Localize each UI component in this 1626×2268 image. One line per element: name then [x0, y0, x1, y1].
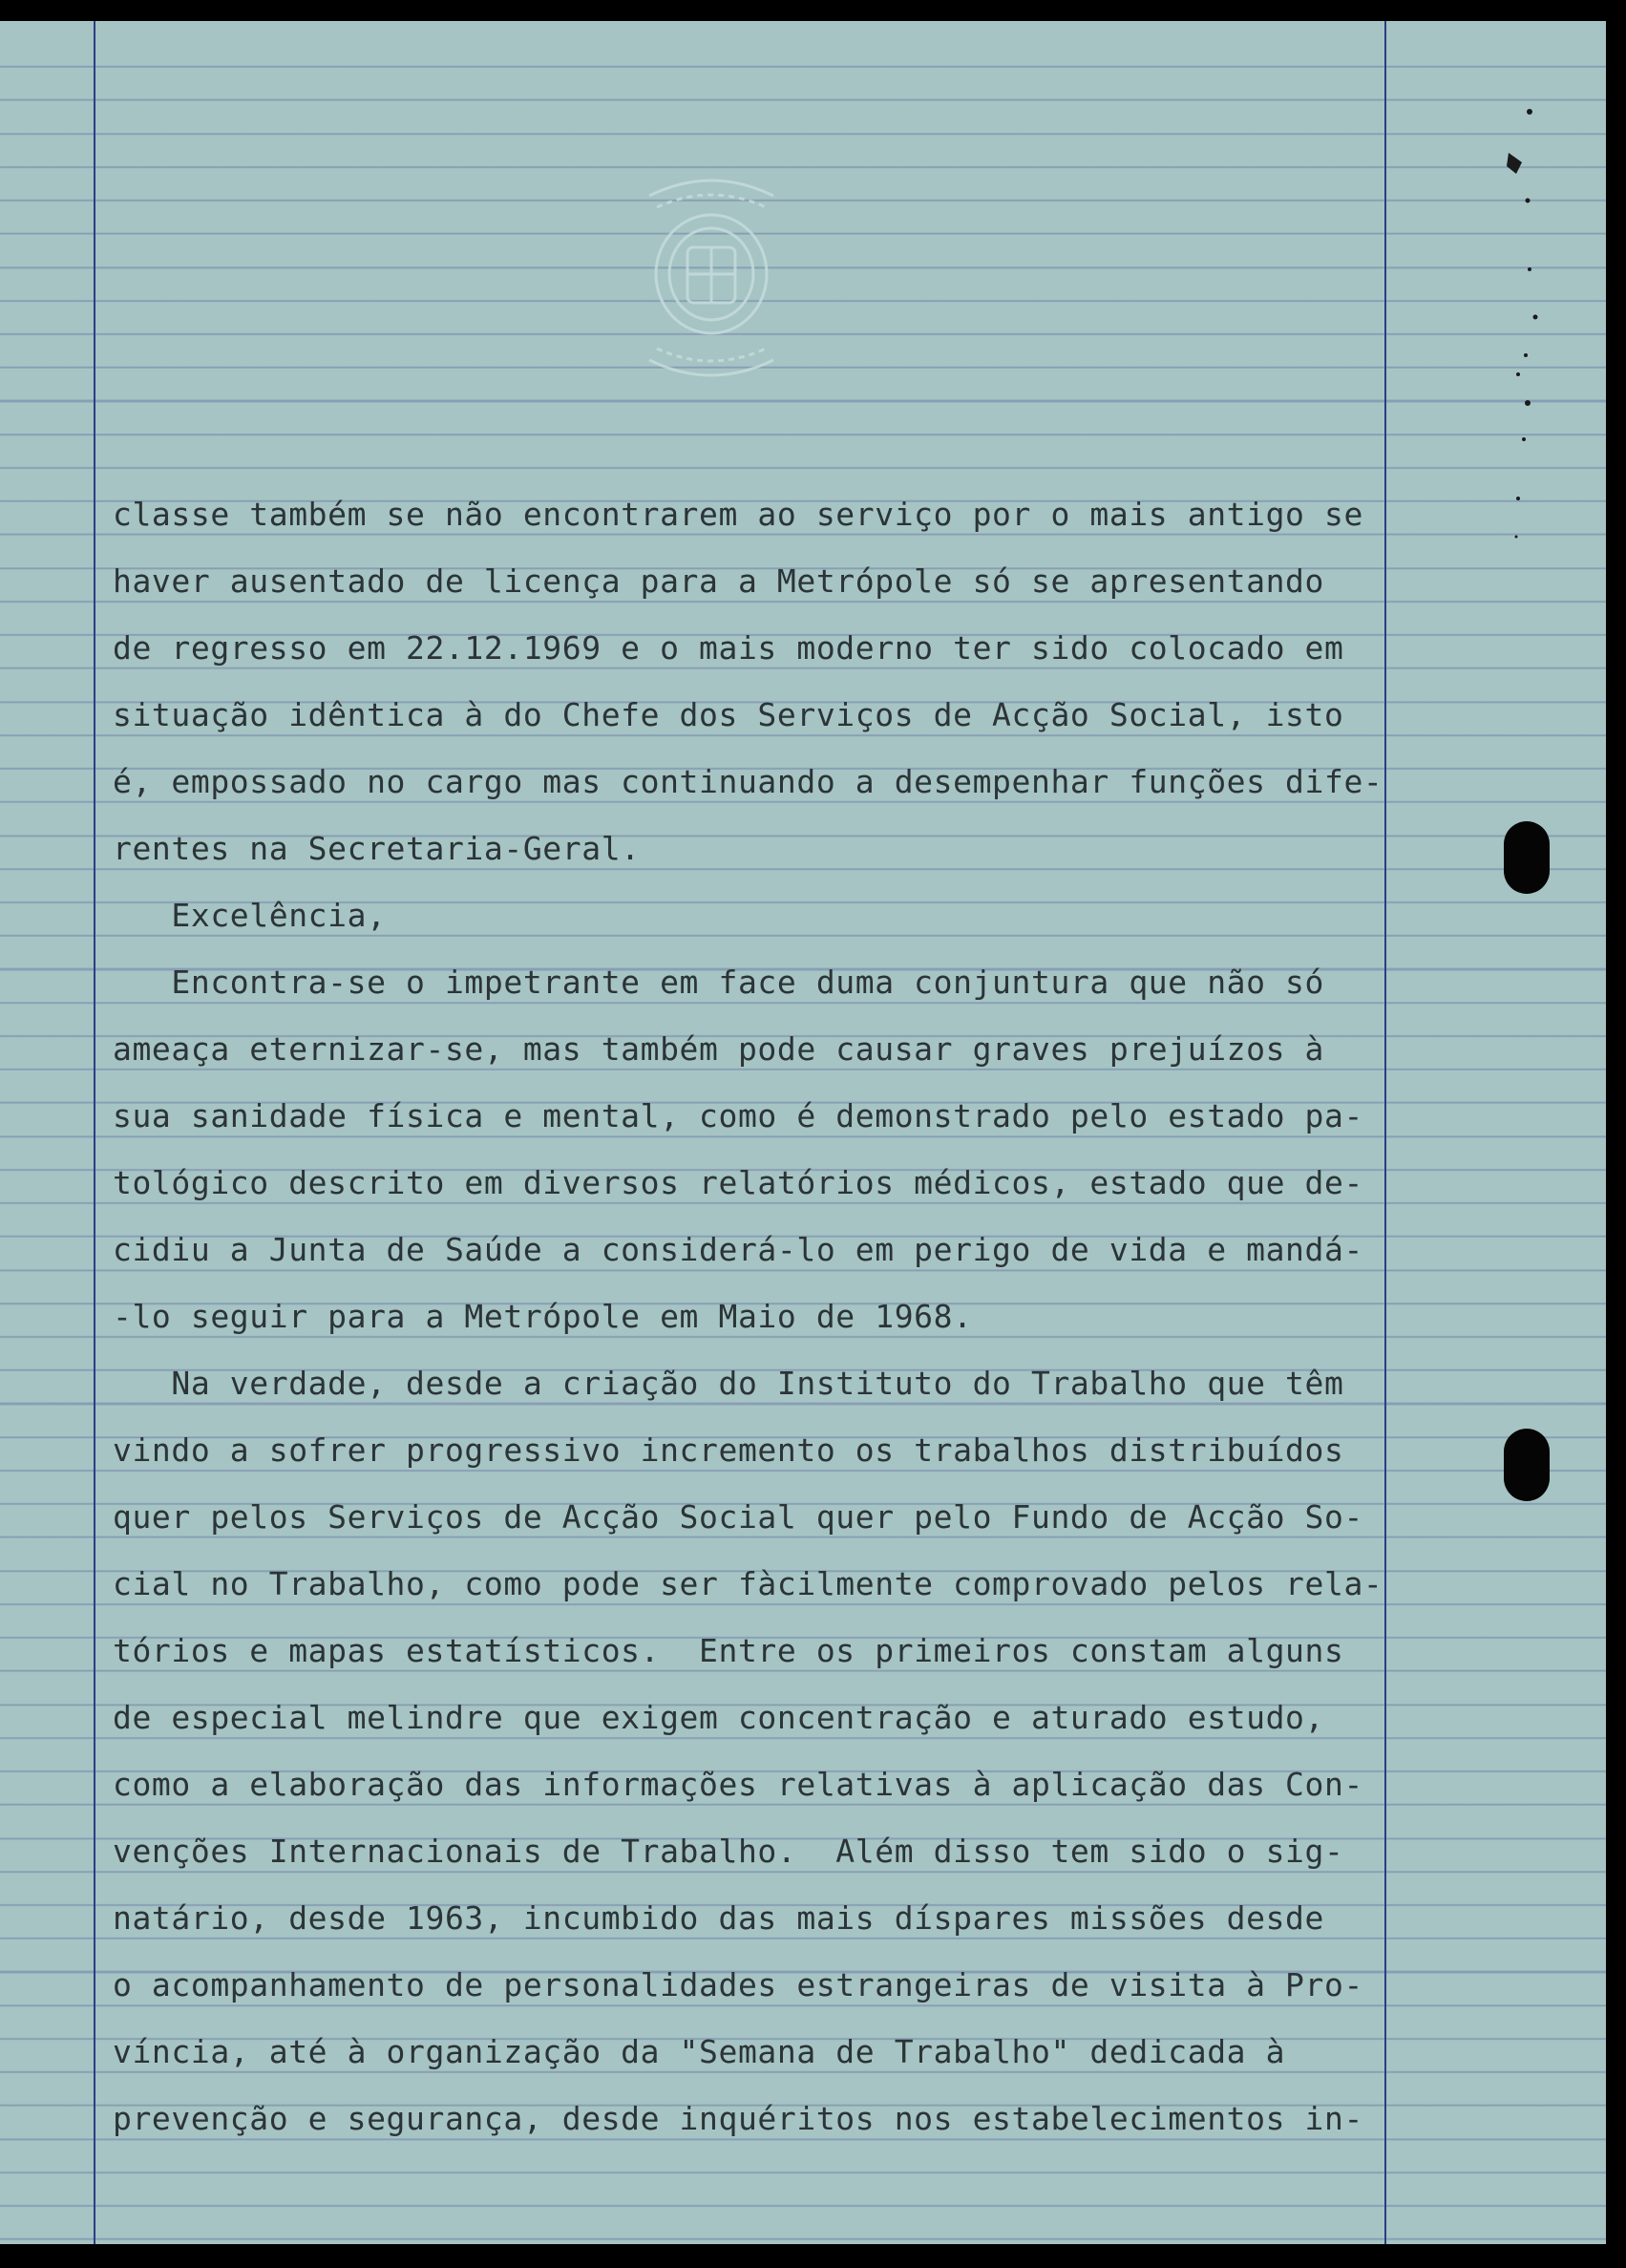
right-margin-line: [1384, 21, 1386, 2244]
text-line: como a elaboração das informações relativas à aplicação das Con-: [113, 1766, 1363, 1803]
text-line: sua sanidade física e mental, como é demonstrado pelo estado pa-: [113, 1097, 1363, 1134]
text-line: cial no Trabalho, como pode ser fàcilmente comprovado pelos rela-: [113, 1565, 1383, 1602]
paper-specks: [1461, 88, 1585, 565]
text-line: cidiu a Junta de Saúde a considerá-lo em perigo de vida e mandá-: [113, 1231, 1363, 1268]
document-page: [0, 21, 1606, 2244]
text-line: Na verdade, desde a criação do Instituto do Trabalho que têm: [113, 1365, 1344, 1402]
text-line: de regresso em 22.12.1969 e o mais moderno ter sido colocado em: [113, 629, 1344, 667]
left-margin-line: [94, 21, 95, 2244]
text-line: vindo a sofrer progressivo incremento os trabalhos distribuídos: [113, 1431, 1344, 1469]
text-line: situação idêntica à do Chefe dos Serviços de Acção Social, isto: [113, 696, 1344, 733]
text-line: ameaça eternizar-se, mas também pode causar graves prejuízos à: [113, 1030, 1324, 1068]
punch-hole-icon: [1504, 1429, 1550, 1501]
text-line: Encontra-se o impetrante em face duma conjuntura que não só: [113, 964, 1324, 1001]
text-line: víncia, até à organização da "Semana de Trabalho" dedicada à: [113, 2033, 1286, 2070]
typewritten-body: [113, 481, 1383, 2152]
text-line: o acompanhamento de personalidades estrangeiras de visita à Pro-: [113, 1966, 1363, 2003]
salutation-line: Excelência,: [113, 897, 387, 934]
text-line: natário, desde 1963, incumbido das mais díspares missões desde: [113, 1899, 1324, 1937]
text-line: quer pelos Serviços de Acção Social quer pelo Fundo de Acção So-: [113, 1498, 1363, 1536]
text-line: tórios e mapas estatísticos. Entre os primeiros constam alguns: [113, 1632, 1344, 1669]
text-line: classe também se não encontrarem ao serviço por o mais antigo se: [113, 496, 1363, 533]
text-line: tológico descrito em diversos relatórios médicos, estado que de-: [113, 1164, 1363, 1201]
text-line: prevenção e segurança, desde inquéritos nos estabelecimentos in-: [113, 2100, 1363, 2137]
text-line: venções Internacionais de Trabalho. Além disso tem sido o sig-: [113, 1833, 1344, 1870]
punch-hole-icon: [1504, 821, 1550, 894]
text-line: é, empossado no cargo mas continuando a desempenhar funções dife-: [113, 763, 1383, 800]
text-line: de especial melindre que exigem concentração e aturado estudo,: [113, 1699, 1324, 1736]
text-line: rentes na Secretaria-Geral.: [113, 830, 641, 867]
text-line: -lo seguir para a Metrópole em Maio de 1968.: [113, 1298, 973, 1335]
embossed-seal-icon: [611, 169, 812, 398]
text-line: haver ausentado de licença para a Metrópole só se apresentando: [113, 562, 1324, 600]
